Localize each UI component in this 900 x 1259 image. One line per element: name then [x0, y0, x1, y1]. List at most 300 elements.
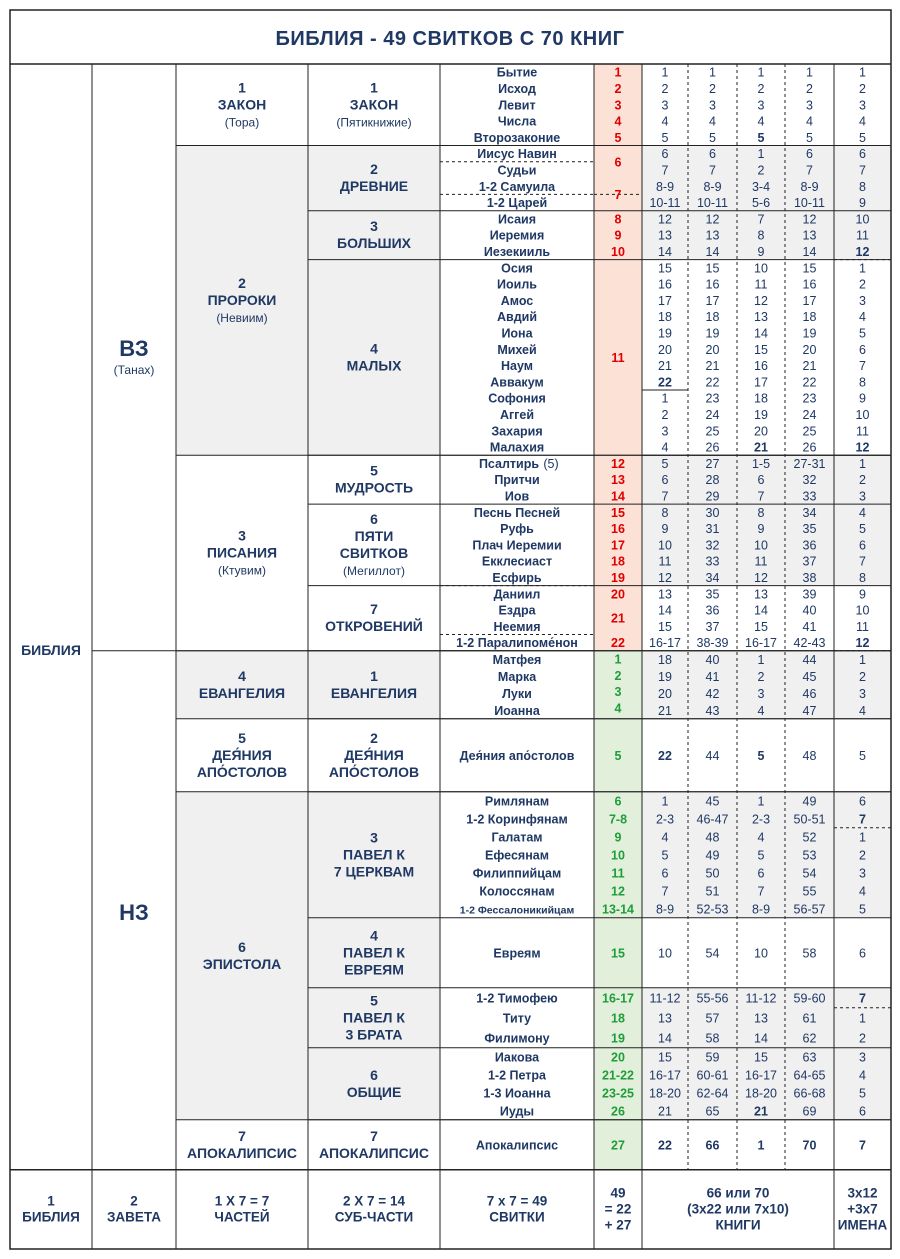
number-cell: 18 — [705, 310, 720, 325]
number-cell: 12 — [754, 570, 768, 585]
number-cell: 7 — [859, 812, 866, 827]
footer-text: 3х12 — [847, 1185, 878, 1201]
ubparts-text: ОТКРОВЕНИЙ — [325, 618, 423, 635]
number-cell: 4 — [859, 505, 866, 520]
scroll-number: 6 — [614, 155, 622, 170]
number-cell: 3 — [757, 98, 765, 113]
number-cell: 12 — [705, 212, 720, 227]
number-cell: 7 — [859, 1138, 866, 1153]
number-cell: 54 — [802, 866, 817, 881]
book-name: Римлянам — [484, 794, 550, 809]
number-cell: 7 — [661, 489, 669, 504]
number-cell: 61 — [802, 1011, 817, 1026]
book-name: 1-2 Фессалоникийцам — [459, 904, 575, 917]
number-cell: 4 — [859, 310, 866, 325]
number-cell: 50 — [705, 866, 720, 881]
number-cell: 5 — [757, 848, 765, 863]
footer-text: БИБЛИЯ — [22, 1209, 80, 1225]
number-cell: 16-17 — [649, 1068, 681, 1083]
number-cell: 8-9 — [703, 179, 722, 194]
number-cell: 1 — [859, 652, 866, 667]
number-cell: 32 — [705, 538, 720, 553]
footer-text: 7 х 7 = 49 — [486, 1193, 548, 1209]
number-cell: 6 — [806, 147, 813, 162]
footer-text: ИМЕНА — [837, 1217, 888, 1233]
part-text: 4 — [238, 667, 246, 684]
number-cell: 4 — [757, 830, 765, 845]
number-cell: 16 — [658, 277, 672, 292]
book-name: Исаия — [497, 212, 537, 227]
number-cell: 8 — [757, 228, 765, 243]
book-name: 1-2 Тимофею — [476, 991, 558, 1006]
number-cell: 12 — [658, 212, 672, 227]
number-cell: 62-64 — [696, 1086, 729, 1101]
number-cell: 15 — [754, 619, 768, 634]
number-cell: 14 — [754, 603, 768, 618]
number-cell: 6 — [661, 147, 669, 162]
ubparts-text: 5 — [370, 462, 378, 479]
number-cell: 8-9 — [655, 902, 675, 917]
ot-label: ВЗ — [119, 336, 149, 361]
number-cell: 28 — [705, 473, 720, 488]
number-cell: 60-61 — [696, 1068, 729, 1083]
number-cell: 2 — [709, 81, 716, 96]
number-cell: 5 — [661, 848, 669, 863]
number-cell: 7 — [859, 163, 866, 178]
scroll-number: 2 — [614, 81, 622, 96]
ubparts-text: 1 — [370, 79, 378, 96]
book-name: Исход — [498, 81, 536, 96]
number-cell: 5 — [709, 130, 716, 145]
book-name: Иеремия — [489, 228, 545, 243]
number-cell: 3 — [859, 98, 866, 113]
number-cell: 17 — [802, 293, 817, 308]
part-text: (Тора) — [224, 115, 260, 130]
number-cell: 6 — [859, 147, 866, 162]
number-cell: 1 — [859, 261, 866, 276]
number-cell: 47 — [802, 703, 817, 718]
scroll-number: 19 — [611, 1031, 625, 1046]
ubparts-text: СВИТКОВ — [339, 544, 409, 561]
book-name: Руфь — [500, 522, 534, 537]
number-cell: 13 — [705, 228, 720, 243]
number-cell: 5 — [859, 1086, 866, 1101]
number-cell: 14 — [705, 244, 720, 259]
footer-text: 1 — [47, 1193, 55, 1209]
ubparts-text: АПО́СТОЛОВ — [328, 763, 420, 780]
number-cell: 33 — [802, 489, 817, 504]
number-cell: 1 — [661, 391, 669, 406]
number-cell: 13 — [754, 1011, 768, 1026]
book-name: Галатам — [491, 830, 543, 845]
book-name: Марка — [497, 669, 537, 684]
number-cell: 33 — [705, 554, 720, 569]
book-name: Бытие — [496, 65, 538, 80]
book-name: Наум — [500, 359, 534, 374]
number-cell: 19 — [754, 407, 768, 422]
number-cell: 20 — [658, 342, 672, 357]
book-name: Второзаконие — [473, 130, 561, 145]
number-cell: 14 — [754, 1031, 768, 1046]
number-cell: 25 — [802, 424, 817, 439]
book-name: Иезекииль — [483, 244, 551, 259]
number-cell: 55-56 — [696, 991, 729, 1006]
number-cell: 3 — [859, 293, 866, 308]
number-cell: 70 — [802, 1138, 817, 1153]
scroll-number: 17 — [611, 538, 625, 553]
number-cell: 3 — [757, 686, 765, 701]
number-cell: 4 — [757, 114, 765, 129]
scroll-number: 11 — [611, 866, 625, 881]
number-cell: 7 — [661, 884, 669, 899]
number-cell: 15 — [705, 261, 720, 276]
number-cell: 26 — [705, 440, 720, 455]
ubparts-text: 4 — [370, 927, 378, 944]
scroll-number: 6 — [614, 794, 622, 809]
number-cell: 5 — [859, 748, 866, 763]
number-cell: 41 — [802, 619, 817, 634]
number-cell: 9 — [859, 587, 866, 602]
number-cell: 10-11 — [793, 196, 826, 211]
number-cell: 41 — [705, 669, 720, 684]
footer-text: + 27 — [604, 1217, 632, 1233]
book-name: 1-3 Иоанна — [483, 1086, 551, 1101]
number-cell: 46-47 — [696, 812, 729, 827]
scroll-number: 10 — [611, 244, 625, 259]
book-name: Ефесянам — [485, 848, 549, 863]
book-name: Авдий — [496, 310, 538, 325]
scroll-number: 5 — [614, 130, 622, 145]
page-title: БИБЛИЯ - 49 СВИТКОВ С 70 КНИГ — [275, 28, 625, 50]
number-cell: 51 — [705, 884, 720, 899]
number-cell: 15 — [658, 261, 672, 276]
number-cell: 20 — [705, 342, 720, 357]
book-name: Ездра — [498, 603, 536, 618]
footer-text: 49 — [610, 1185, 626, 1201]
number-cell: 10 — [754, 261, 768, 276]
number-cell: 21 — [754, 440, 768, 455]
number-cell: 7 — [859, 991, 866, 1006]
number-cell: 18 — [658, 652, 672, 667]
part-text: ПИСАНИЯ — [206, 544, 278, 561]
part-text: АПО́СТОЛОВ — [196, 763, 288, 780]
number-cell: 10 — [855, 212, 870, 227]
ubparts-text: ПАВЕЛ К — [343, 944, 405, 961]
number-cell: 11 — [856, 228, 869, 243]
scroll-number: 13-14 — [602, 902, 634, 917]
book-name: 1-2 Петра — [487, 1068, 547, 1083]
number-cell: 24 — [705, 407, 720, 422]
number-cell: 14 — [754, 326, 768, 341]
ubparts-text: ДЕЯ́НИЯ — [344, 746, 404, 763]
ubparts-text: 3 — [370, 829, 378, 846]
number-cell: 29 — [705, 489, 720, 504]
number-cell: 18-20 — [745, 1086, 777, 1101]
part-text: АПОКАЛИПСИС — [187, 1144, 297, 1161]
ubparts-text: 4 — [370, 340, 378, 357]
number-cell: 50-51 — [793, 812, 826, 827]
number-cell: 13 — [754, 587, 768, 602]
number-cell: 14 — [802, 244, 817, 259]
number-cell: 6 — [859, 342, 866, 357]
number-cell: 16 — [705, 277, 720, 292]
part-text: ЭПИСТОЛА — [202, 955, 282, 972]
number-cell: 69 — [802, 1104, 817, 1119]
number-cell: 40 — [705, 652, 720, 667]
footer-text: КНИГИ — [715, 1217, 761, 1233]
scroll-number: 19 — [611, 570, 625, 585]
number-cell: 4 — [661, 114, 669, 129]
footer-text: 2 — [130, 1193, 138, 1209]
book-name: Дея́ния апо́столов — [459, 748, 575, 763]
number-cell: 9 — [859, 391, 866, 406]
ubparts-text: 6 — [370, 510, 378, 527]
ubparts-text: 3 — [370, 218, 378, 235]
number-cell: 10 — [855, 603, 870, 618]
footer-text: (3х22 или 7х10) — [687, 1201, 789, 1217]
ubparts-text: 6 — [370, 1066, 378, 1083]
number-cell: 8 — [859, 179, 866, 194]
book-name: Песнь Песней — [473, 505, 561, 520]
number-cell: 7 — [709, 163, 716, 178]
number-cell: 19 — [658, 669, 672, 684]
number-cell: 3 — [859, 489, 866, 504]
number-cell: 54 — [705, 946, 720, 961]
number-cell: 16 — [754, 359, 768, 374]
scroll-number: 14 — [611, 489, 625, 504]
scroll-number: 11 — [611, 350, 625, 365]
number-cell: 10 — [658, 538, 672, 553]
book-name: Евреям — [493, 946, 541, 961]
number-cell: 19 — [802, 326, 817, 341]
number-cell: 10 — [658, 946, 672, 961]
number-cell: 3 — [661, 98, 669, 113]
number-cell: 21 — [658, 1104, 672, 1119]
number-cell: 22 — [705, 375, 720, 390]
number-cell: 66-68 — [793, 1086, 826, 1101]
number-cell: 42 — [705, 686, 720, 701]
number-cell: 2 — [661, 81, 669, 96]
number-cell: 7 — [661, 163, 669, 178]
number-cell: 31 — [705, 522, 720, 537]
footer-text: = 22 — [604, 1201, 632, 1217]
number-cell: 36 — [802, 538, 817, 553]
number-cell: 17 — [705, 293, 720, 308]
number-cell: 20 — [658, 686, 672, 701]
scroll-number: 1 — [614, 652, 622, 667]
number-cell: 3-4 — [751, 179, 771, 194]
book-name: Псалтирь — [478, 456, 540, 471]
number-cell: 39 — [802, 587, 817, 602]
number-cell: 15 — [802, 261, 817, 276]
number-cell: 6 — [757, 473, 765, 488]
number-cell: 6 — [859, 1104, 866, 1119]
number-cell: 17 — [658, 293, 672, 308]
number-cell: 8 — [757, 505, 765, 520]
ot-sub: (Танах) — [113, 363, 155, 377]
number-cell: 11 — [658, 554, 672, 569]
number-cell: 6 — [661, 866, 669, 881]
number-cell: 22 — [658, 375, 672, 390]
footer-text: ЗАВЕТА — [106, 1209, 162, 1225]
footer-text: 1 Х 7 = 7 — [214, 1193, 270, 1209]
number-cell: 22 — [658, 1138, 672, 1153]
number-cell: 2 — [859, 669, 866, 684]
number-cell: 14 — [658, 244, 672, 259]
number-cell: 5 — [859, 326, 866, 341]
book-name: Филимону — [484, 1031, 550, 1046]
number-cell: 23 — [705, 391, 720, 406]
number-cell: 3 — [806, 98, 813, 113]
number-cell: 4 — [859, 114, 866, 129]
number-cell: 9 — [757, 244, 765, 259]
number-cell: 22 — [658, 748, 672, 763]
ubparts-text: 7 — [370, 1127, 378, 1144]
number-cell: 35 — [705, 587, 720, 602]
number-cell: 4 — [859, 703, 866, 718]
book-name: 1-2 Коринфянам — [466, 812, 568, 827]
number-cell: 9 — [757, 522, 765, 537]
number-cell: 11 — [754, 554, 768, 569]
number-cell: 12 — [658, 570, 672, 585]
ubparts-text: БОЛЬШИХ — [337, 235, 411, 252]
book-name: Иоиль — [497, 277, 537, 292]
part-text: ПРОРОКИ — [207, 291, 277, 308]
number-cell: 4 — [661, 440, 669, 455]
scroll-number: 7 — [614, 187, 622, 202]
number-cell: 14 — [658, 1031, 672, 1046]
scroll-number: 12 — [611, 884, 625, 899]
ubparts-text: МУДРОСТЬ — [334, 479, 414, 496]
number-cell: 45 — [802, 669, 817, 684]
number-cell: 65 — [705, 1104, 720, 1119]
number-cell: 7 — [859, 359, 866, 374]
ubparts-text: ПЯТИ — [354, 527, 394, 544]
book-name: Иов — [504, 489, 530, 504]
book-name: Апокалипсис — [475, 1138, 559, 1153]
number-cell: 2 — [806, 81, 813, 96]
number-cell: 2 — [661, 407, 669, 422]
ubparts-text: 5 — [370, 992, 378, 1009]
part-text: ДЕЯ́НИЯ — [212, 746, 272, 763]
ubparts-text: ПАВЕЛ К — [343, 846, 405, 863]
scroll-number: 12 — [611, 456, 625, 471]
number-cell: 48 — [802, 748, 817, 763]
scroll-number: 21-22 — [602, 1068, 634, 1083]
number-cell: 8 — [859, 375, 866, 390]
number-cell: 3 — [859, 866, 866, 881]
scroll-number: 3 — [614, 98, 622, 113]
number-cell: 36 — [705, 603, 720, 618]
number-cell: 1 — [757, 652, 765, 667]
number-cell: 13 — [754, 310, 768, 325]
number-cell: 5-6 — [751, 196, 771, 211]
number-cell: 49 — [802, 794, 817, 809]
ubparts-text: 3 БРАТА — [345, 1026, 403, 1043]
scroll-number: 26 — [611, 1104, 625, 1119]
number-cell: 46 — [802, 686, 817, 701]
nt-label: НЗ — [119, 900, 149, 925]
book-name: Малахия — [489, 440, 545, 455]
part-text: 3 — [238, 527, 246, 544]
number-cell: 15 — [658, 1050, 672, 1065]
book-name: Левит — [498, 98, 536, 113]
scroll-number: 4 — [614, 701, 622, 716]
book-name: Иоанна — [494, 703, 540, 718]
number-cell: 17 — [754, 375, 768, 390]
scroll-number: 18 — [611, 554, 625, 569]
number-cell: 1 — [806, 65, 813, 80]
book-name: Даниил — [493, 587, 541, 602]
number-cell: 43 — [705, 703, 720, 718]
number-cell: 12 — [855, 636, 870, 651]
number-cell: 7 — [757, 212, 765, 227]
footer-text: +3х7 — [847, 1201, 878, 1217]
number-cell: 4 — [661, 830, 669, 845]
numbers-shade — [642, 792, 891, 918]
number-cell: 18 — [658, 310, 672, 325]
number-cell: 56-57 — [793, 902, 826, 917]
bible-label: БИБЛИЯ — [21, 642, 81, 658]
book-name: Судьи — [497, 163, 537, 178]
ubparts-text: ДРЕВНИЕ — [339, 178, 409, 195]
number-cell: 45 — [705, 794, 720, 809]
scroll-number: 15 — [611, 505, 625, 520]
number-cell: 25 — [705, 424, 720, 439]
number-cell: 12 — [802, 212, 817, 227]
part-text: 6 — [238, 938, 246, 955]
scroll-number: 13 — [611, 473, 625, 488]
number-cell: 12 — [754, 293, 768, 308]
scroll-number: 16 — [611, 522, 625, 537]
book-name: Осия — [501, 261, 533, 276]
book-name: Числа — [497, 114, 537, 129]
number-cell: 1 — [757, 794, 765, 809]
number-cell: 5 — [757, 130, 765, 145]
scroll-number: 18 — [611, 1011, 625, 1026]
number-cell: 15 — [658, 619, 672, 634]
number-cell: 13 — [658, 1011, 672, 1026]
part-text: 2 — [238, 274, 246, 291]
psalms-note: (5) — [543, 456, 559, 471]
book-name: Притчи — [494, 473, 540, 488]
number-cell: 5 — [661, 456, 669, 471]
number-cell: 20 — [754, 424, 768, 439]
number-cell: 38 — [802, 570, 817, 585]
ubparts-text: 1 — [370, 667, 378, 684]
number-cell: 1 — [757, 65, 765, 80]
book-name: 1-2 Самуила — [478, 179, 556, 194]
book-name: Иисус Навин — [477, 147, 557, 162]
number-cell: 6 — [859, 794, 866, 809]
number-cell: 2 — [859, 848, 866, 863]
scroll-number: 20 — [611, 1050, 625, 1065]
number-cell: 5 — [859, 902, 866, 917]
number-cell: 2-3 — [655, 812, 675, 827]
number-cell: 19 — [705, 326, 720, 341]
number-cell: 52 — [802, 830, 817, 845]
number-cell: 10 — [754, 946, 768, 961]
ubparts-text: МАЛЫХ — [346, 357, 402, 374]
number-cell: 11 — [754, 277, 768, 292]
part-text: 1 — [238, 79, 246, 96]
number-cell: 10-11 — [696, 196, 729, 211]
number-cell: 1 — [859, 830, 866, 845]
number-cell: 6 — [859, 538, 866, 553]
number-cell: 21 — [802, 359, 817, 374]
number-cell: 9 — [859, 196, 866, 211]
number-cell: 48 — [705, 830, 720, 845]
